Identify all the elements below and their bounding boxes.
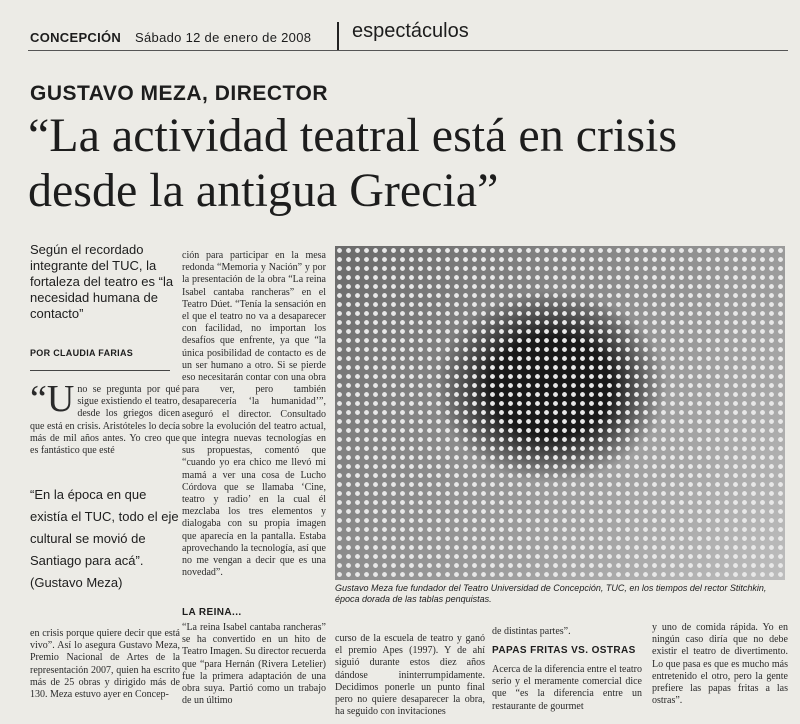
body-column-4-lead: de distintas partes”. <box>492 626 571 637</box>
byline-rule <box>30 370 170 371</box>
article-byline: POR CLAUDIA FARIAS <box>30 348 134 358</box>
pull-quote: “En la época en que existía el TUC, todo el eje cultural se movió de Santiago para acá”. (Gustavo Meza) <box>30 487 179 590</box>
dropcap: “U <box>30 378 75 420</box>
subhead-la-reina: LA REINA... <box>182 607 242 618</box>
col1a-text: no se pregunta por qué sigue existiendo el teatro, desde los griegos dicen que está en crisis. Aristóteles lo decía más de mil años antes. Yo creo que es fantástico que esté <box>30 384 180 457</box>
header-rule <box>28 50 788 51</box>
body-column-4: Acerca de la diferencia entre el teatro serio y el meramente comercial dice que “es la diferencia entre un restaurante de gourmet <box>492 664 642 712</box>
body-column-1b: en crisis porque quiere decir que está vivo”. Así lo asegura Gustavo Meza, Premio Nacional de Artes de la representación 2007, quien ha escrito más de 25 obras y dirigido más de 130. Meza estuvo ayer en Concep- <box>30 628 180 701</box>
body-column-1a <box>30 378 180 457</box>
article-headline: “La actividad teatral está en crisis desde la antigua Grecia” <box>28 109 678 217</box>
body-column-2b: “La reina Isabel cantaba rancheras” se ha convertido en un hito de Teatro Imagen. Su director recuerda que “para Hernán (Rivera Letelier) fue la primera adaptación de una obra suya. Partió como un trabajo de un último <box>182 622 326 707</box>
page-header <box>30 30 311 45</box>
header-divider <box>337 22 339 50</box>
photo-caption: Gustavo Meza fue fundador del Teatro Universidad de Concepción, TUC, en los tiempos del rector Stitchkin, época dorada de las tablas penquistas. <box>335 583 767 604</box>
article-photo <box>335 246 785 580</box>
body-column-2a: ción para participar en la mesa redonda “Memoria y Nación” y por la presentación de la obra “La reina Isabel cantaba rancheras” en el Teatro Dúet. “Tenía la sensación en el que el teatro no va a desaparecer con facilidad, no importan los desafíos que enfrente, ya que “la única posibilidad de contacto es de un ser humano a otro. Si se pierde eso necesitarán contar con una obra para ver, pero también desaparecería ‘la humanidad’”, aseguró el director. Consultado sobre la evolución del teatro actual, que integra nuevas tecnologías en sus propuestas, comentó que “cuando yo era chico me llevó mi mamá a ver una cosa de Lucho Córdova que se llamaba ‘Cine, teatro y radio’ en la cual él mezclaba los tres elementos y dialogaba con su propia imagen que aparecía en la pantalla. Estaba aprovechando la tecnología, así que no me vengan a decir que es una novedad”. <box>182 250 326 579</box>
article-lead: Según el recordado integrante del TUC, la fortaleza del teatro es “la necesidad humana de contacto” <box>30 242 174 321</box>
header-date: Sábado 12 de enero de 2008 <box>135 30 312 45</box>
body-column-5: y uno de comida rápida. Yo en ningún caso diría que no debe existir el teatro de divertimento. Lo que pasa es que es mucho más entretenido el otro, pero la gente prefiere las papas fritas a las ostras”. <box>652 622 788 707</box>
header-city: CONCEPCIÓN <box>30 30 122 45</box>
header-section: espectáculos <box>352 20 469 42</box>
subhead-papas-fritas: PAPAS FRITAS VS. OSTRAS <box>492 645 636 656</box>
article-kicker: GUSTAVO MEZA, DIRECTOR <box>30 82 329 105</box>
body-column-3: curso de la escuela de teatro y ganó el premio Apes (1997). Y de ahí siguió durante estos diez años dándose ininterrumpidamente. Decidimos ponerle un punto final pero no quiere desaparecer la obra, ha seguido con invitaciones <box>335 633 485 718</box>
